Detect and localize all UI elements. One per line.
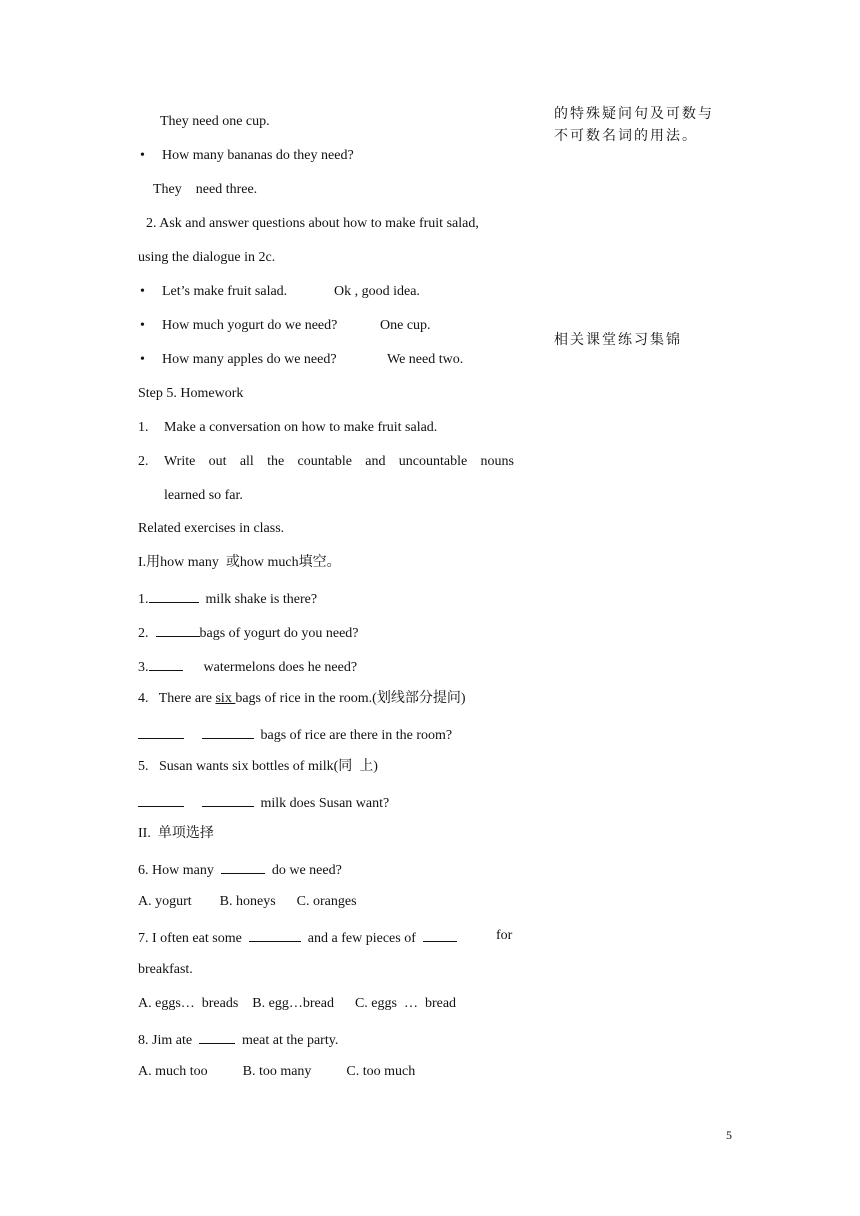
answer-blank[interactable] (138, 724, 184, 739)
section-heading: Related exercises in class. (138, 521, 285, 536)
exercise-section-title: I.用how many 或how much填空。 (138, 555, 341, 570)
bullet-icon: • (140, 352, 145, 367)
answer-blank[interactable] (202, 792, 254, 807)
q7-text-end: for (496, 928, 513, 943)
homework-text-cont: learned so far. (164, 488, 243, 503)
answer-line: They need one cup. (160, 114, 270, 129)
homework-item: 1. Make a conversation on how to make fruit salad. (138, 420, 438, 435)
bullet-line: • Let’s make fruit salad. (140, 284, 288, 299)
exercise-q8: 8. Jim ate meat at the party. (138, 1029, 338, 1050)
answer-blank[interactable] (202, 724, 254, 739)
bullet-line: • How much yogurt do we need? (140, 318, 338, 333)
exercise-section-title: II. 单项选择 (138, 826, 214, 841)
side-note-practice: 相关课堂练习集锦 (554, 333, 682, 348)
q7-options: A. eggs… breads B. egg…bread C. eggs … bread (138, 996, 457, 1011)
reply-text: We need two. (387, 352, 464, 367)
answer-blank[interactable] (156, 622, 200, 637)
answer-line: They need three. (153, 182, 258, 197)
bullet-line: • How many apples do we need? (140, 352, 337, 367)
homework-text: Write out all the countable and uncountable nouns (164, 454, 514, 469)
answer-blank[interactable] (149, 588, 199, 603)
exercise-q2: 2. bags of yogurt do you need? (138, 622, 359, 643)
answer-blank[interactable] (249, 927, 301, 942)
exercise-q4: 4. There are six bags of rice in the room.(划线部分提问) (138, 691, 466, 706)
exercise-q3: 3. watermelons does he need? (138, 656, 357, 677)
section-heading: Step 5. Homework (138, 386, 244, 401)
exercise-q5: 5. Susan wants six bottles of milk(同 上) (138, 759, 378, 774)
exercise-q5-answer: milk does Susan want? (138, 792, 389, 813)
answer-blank[interactable] (149, 656, 183, 671)
exercise-q1: 1. milk shake is there? (138, 588, 317, 609)
homework-item: 2. (138, 454, 149, 469)
exercise-q7: 7. I often eat some and a few pieces of (138, 927, 514, 948)
q8-options: A. much too B. too many C. too much (138, 1064, 416, 1079)
exercise-q4-answer: bags of rice are there in the room? (138, 724, 452, 745)
answer-blank[interactable] (221, 859, 265, 874)
bullet-icon: • (140, 318, 145, 333)
q7-text-cont: breakfast. (138, 962, 193, 977)
answer-blank[interactable] (199, 1029, 235, 1044)
side-note: 的特殊疑问句及可数与 不可数名词的用法。 (554, 107, 714, 144)
answer-blank[interactable] (138, 792, 184, 807)
q6-options: A. yogurt B. honeys C. oranges (138, 894, 357, 909)
page-number: 5 (726, 1128, 732, 1142)
reply-text: One cup. (380, 318, 431, 333)
underlined-word: six (215, 691, 236, 706)
answer-blank[interactable] (423, 927, 457, 942)
bullet-line: • How many bananas do they need? (140, 148, 354, 163)
bullet-icon: • (140, 284, 145, 299)
instruction-line: 2. Ask and answer questions about how to make fruit salad, (146, 216, 479, 231)
bullet-icon: • (140, 148, 145, 163)
exercise-q6: 6. How many do we need? (138, 859, 342, 880)
instruction-line: using the dialogue in 2c. (138, 250, 276, 265)
reply-text: Ok , good idea. (334, 284, 420, 299)
